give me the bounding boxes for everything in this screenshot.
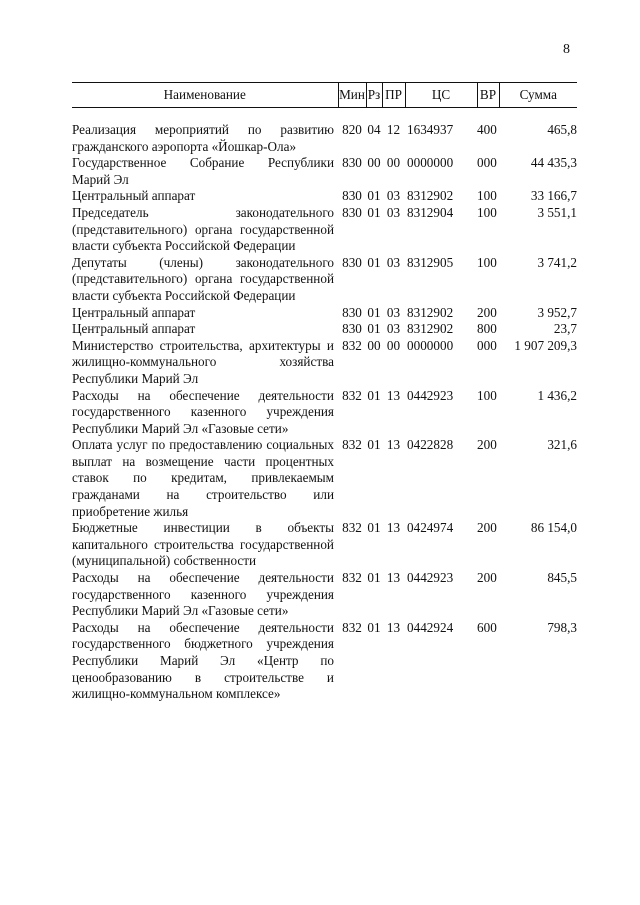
- cell-cs: 0000000: [407, 337, 454, 353]
- cell-rz: 01: [367, 520, 381, 536]
- cell-vr: 600: [477, 619, 497, 635]
- cell-pr: 13: [386, 437, 401, 453]
- cell-name: Депутаты (члены) законодательного (представительного) органа государственной власти субъекта Российской Федерации: [72, 254, 334, 303]
- cell-pr: 00: [386, 337, 401, 353]
- cell-cs: 8312902: [407, 321, 454, 337]
- table-row: [72, 321, 577, 338]
- cell-vr: 100: [477, 204, 497, 220]
- cell-pr: 03: [386, 254, 401, 270]
- cell-cs: 8312902: [407, 304, 454, 320]
- table-row: [72, 338, 577, 388]
- cell-sum: 798,3: [547, 619, 577, 635]
- cell-name: Бюджетные инвестиции в объекты капитального строительства государственной (муниципальной) собственности: [72, 520, 334, 569]
- table-row: [72, 122, 577, 155]
- table-header: [72, 83, 577, 108]
- cell-name: Расходы на обеспечение деятельности государственного казенного учреждения Республики Марий Эл «Газовые сети»: [72, 387, 334, 436]
- cell-pr: 13: [386, 619, 401, 635]
- cell-name: Расходы на обеспечение деятельности государственного бюджетного учреждения Республики Марий Эл «Центр по ценообразованию в строительстве и жилищно-коммунальном комплексе»: [72, 619, 334, 702]
- cell-min: 832: [342, 570, 362, 586]
- cell-cs: 0000000: [407, 155, 454, 171]
- cell-rz: 01: [367, 188, 381, 204]
- cell-min: 830: [342, 155, 362, 171]
- cell-vr: 200: [477, 304, 497, 320]
- cell-pr: 03: [386, 188, 401, 204]
- cell-sum: 86 154,0: [530, 520, 577, 536]
- cell-min: 832: [342, 337, 362, 353]
- cell-min: 830: [342, 304, 362, 320]
- cell-min: 820: [342, 122, 362, 137]
- cell-rz: 01: [367, 619, 381, 635]
- cell-cs: 8312904: [407, 204, 454, 220]
- cell-sum: 44 435,3: [530, 155, 577, 171]
- table-row: [72, 520, 577, 570]
- cell-rz: 04: [367, 122, 381, 137]
- header-vr: ВР: [477, 83, 499, 108]
- cell-vr: 400: [477, 122, 497, 137]
- cell-rz: 01: [367, 254, 381, 270]
- cell-cs: 8312902: [407, 188, 454, 204]
- cell-name: Центральный аппарат: [72, 321, 196, 337]
- cell-cs: 0422828: [407, 437, 454, 453]
- cell-sum: 23,7: [553, 321, 577, 337]
- cell-pr: 03: [386, 204, 401, 220]
- cell-pr: 03: [386, 304, 401, 320]
- cell-name: Министерство строительства, архитектуры и жилищно-коммунального хозяйства Республики Марий Эл: [72, 337, 334, 386]
- cell-cs: 0424974: [407, 520, 454, 536]
- cell-vr: 100: [477, 254, 497, 270]
- cell-sum: 3 952,7: [537, 304, 577, 320]
- cell-sum: 845,5: [547, 570, 577, 586]
- cell-vr: 000: [477, 337, 497, 353]
- cell-rz: 01: [367, 204, 381, 220]
- header-sum: Сумма: [499, 83, 577, 108]
- header-cs: ЦС: [405, 83, 477, 108]
- cell-name: Реализация мероприятий по развитию гражданского аэропорта «Йошкар-Ола»: [72, 122, 334, 154]
- cell-sum: 3 551,1: [537, 204, 577, 220]
- cell-min: 830: [342, 254, 362, 270]
- cell-cs: 8312905: [407, 254, 454, 270]
- cell-min: 832: [342, 619, 362, 635]
- budget-table: [72, 82, 577, 703]
- table-row: [72, 255, 577, 305]
- cell-name: Центральный аппарат: [72, 188, 196, 204]
- header-pr: ПР: [382, 83, 405, 108]
- cell-name: Государственное Собрание Республики Марий Эл: [72, 155, 334, 187]
- cell-vr: 800: [477, 321, 497, 337]
- table-row: [72, 620, 577, 703]
- cell-pr: 03: [386, 321, 401, 337]
- cell-rz: 00: [367, 337, 381, 353]
- cell-name: Расходы на обеспечение деятельности государственного казенного учреждения Республики Марий Эл «Газовые сети»: [72, 570, 334, 619]
- cell-sum: 33 166,7: [530, 188, 577, 204]
- page-number: 8: [563, 42, 570, 57]
- cell-rz: 01: [367, 437, 381, 453]
- table-row: [72, 155, 577, 188]
- header-min: Мин: [338, 83, 366, 108]
- header-name: Наименование: [72, 83, 338, 108]
- cell-pr: 12: [386, 122, 401, 137]
- cell-min: 832: [342, 520, 362, 536]
- cell-sum: 3 741,2: [537, 254, 577, 270]
- cell-vr: 000: [477, 155, 497, 171]
- cell-min: 830: [342, 321, 362, 337]
- cell-sum: 1 436,2: [537, 387, 577, 403]
- cell-vr: 200: [477, 437, 497, 453]
- cell-name: Председатель законодательного (представительного) органа государственной власти субъекта Российской Федерации: [72, 204, 334, 254]
- table-body: [72, 108, 577, 703]
- table-row: [72, 205, 577, 255]
- table-row: [72, 188, 577, 205]
- cell-name: Центральный аппарат: [72, 304, 196, 320]
- cell-min: 832: [342, 387, 362, 403]
- table-row: [72, 570, 577, 620]
- cell-pr: 13: [386, 387, 401, 403]
- cell-sum: 465,8: [547, 122, 577, 137]
- cell-pr: 13: [386, 570, 401, 586]
- cell-rz: 00: [367, 155, 381, 171]
- cell-rz: 01: [367, 304, 381, 320]
- cell-pr: 13: [386, 520, 401, 536]
- cell-vr: 100: [477, 387, 497, 403]
- cell-pr: 00: [386, 155, 401, 171]
- cell-min: 830: [342, 188, 362, 204]
- cell-vr: 200: [477, 570, 497, 586]
- cell-rz: 01: [367, 570, 381, 586]
- cell-rz: 01: [367, 321, 381, 337]
- cell-name: Оплата услуг по предоставлению социальных выплат на возмещение части процентных ставок по кредитам, привлекаемым гражданами на строительство или приобретение жилья: [72, 437, 334, 519]
- header-rz: Рз: [366, 83, 382, 108]
- table-row: [72, 437, 577, 520]
- table-row: [72, 305, 577, 322]
- cell-vr: 200: [477, 520, 497, 536]
- cell-cs: 0442923: [407, 570, 454, 586]
- cell-cs: 0442924: [407, 619, 454, 635]
- cell-vr: 100: [477, 188, 497, 204]
- cell-rz: 01: [367, 387, 381, 403]
- table-row: [72, 388, 577, 438]
- cell-cs: 0442923: [407, 387, 454, 403]
- cell-min: 832: [342, 437, 362, 453]
- cell-cs: 1634937: [407, 122, 454, 137]
- cell-min: 830: [342, 204, 362, 220]
- cell-sum: 1 907 209,3: [514, 337, 577, 353]
- cell-sum: 321,6: [547, 437, 577, 453]
